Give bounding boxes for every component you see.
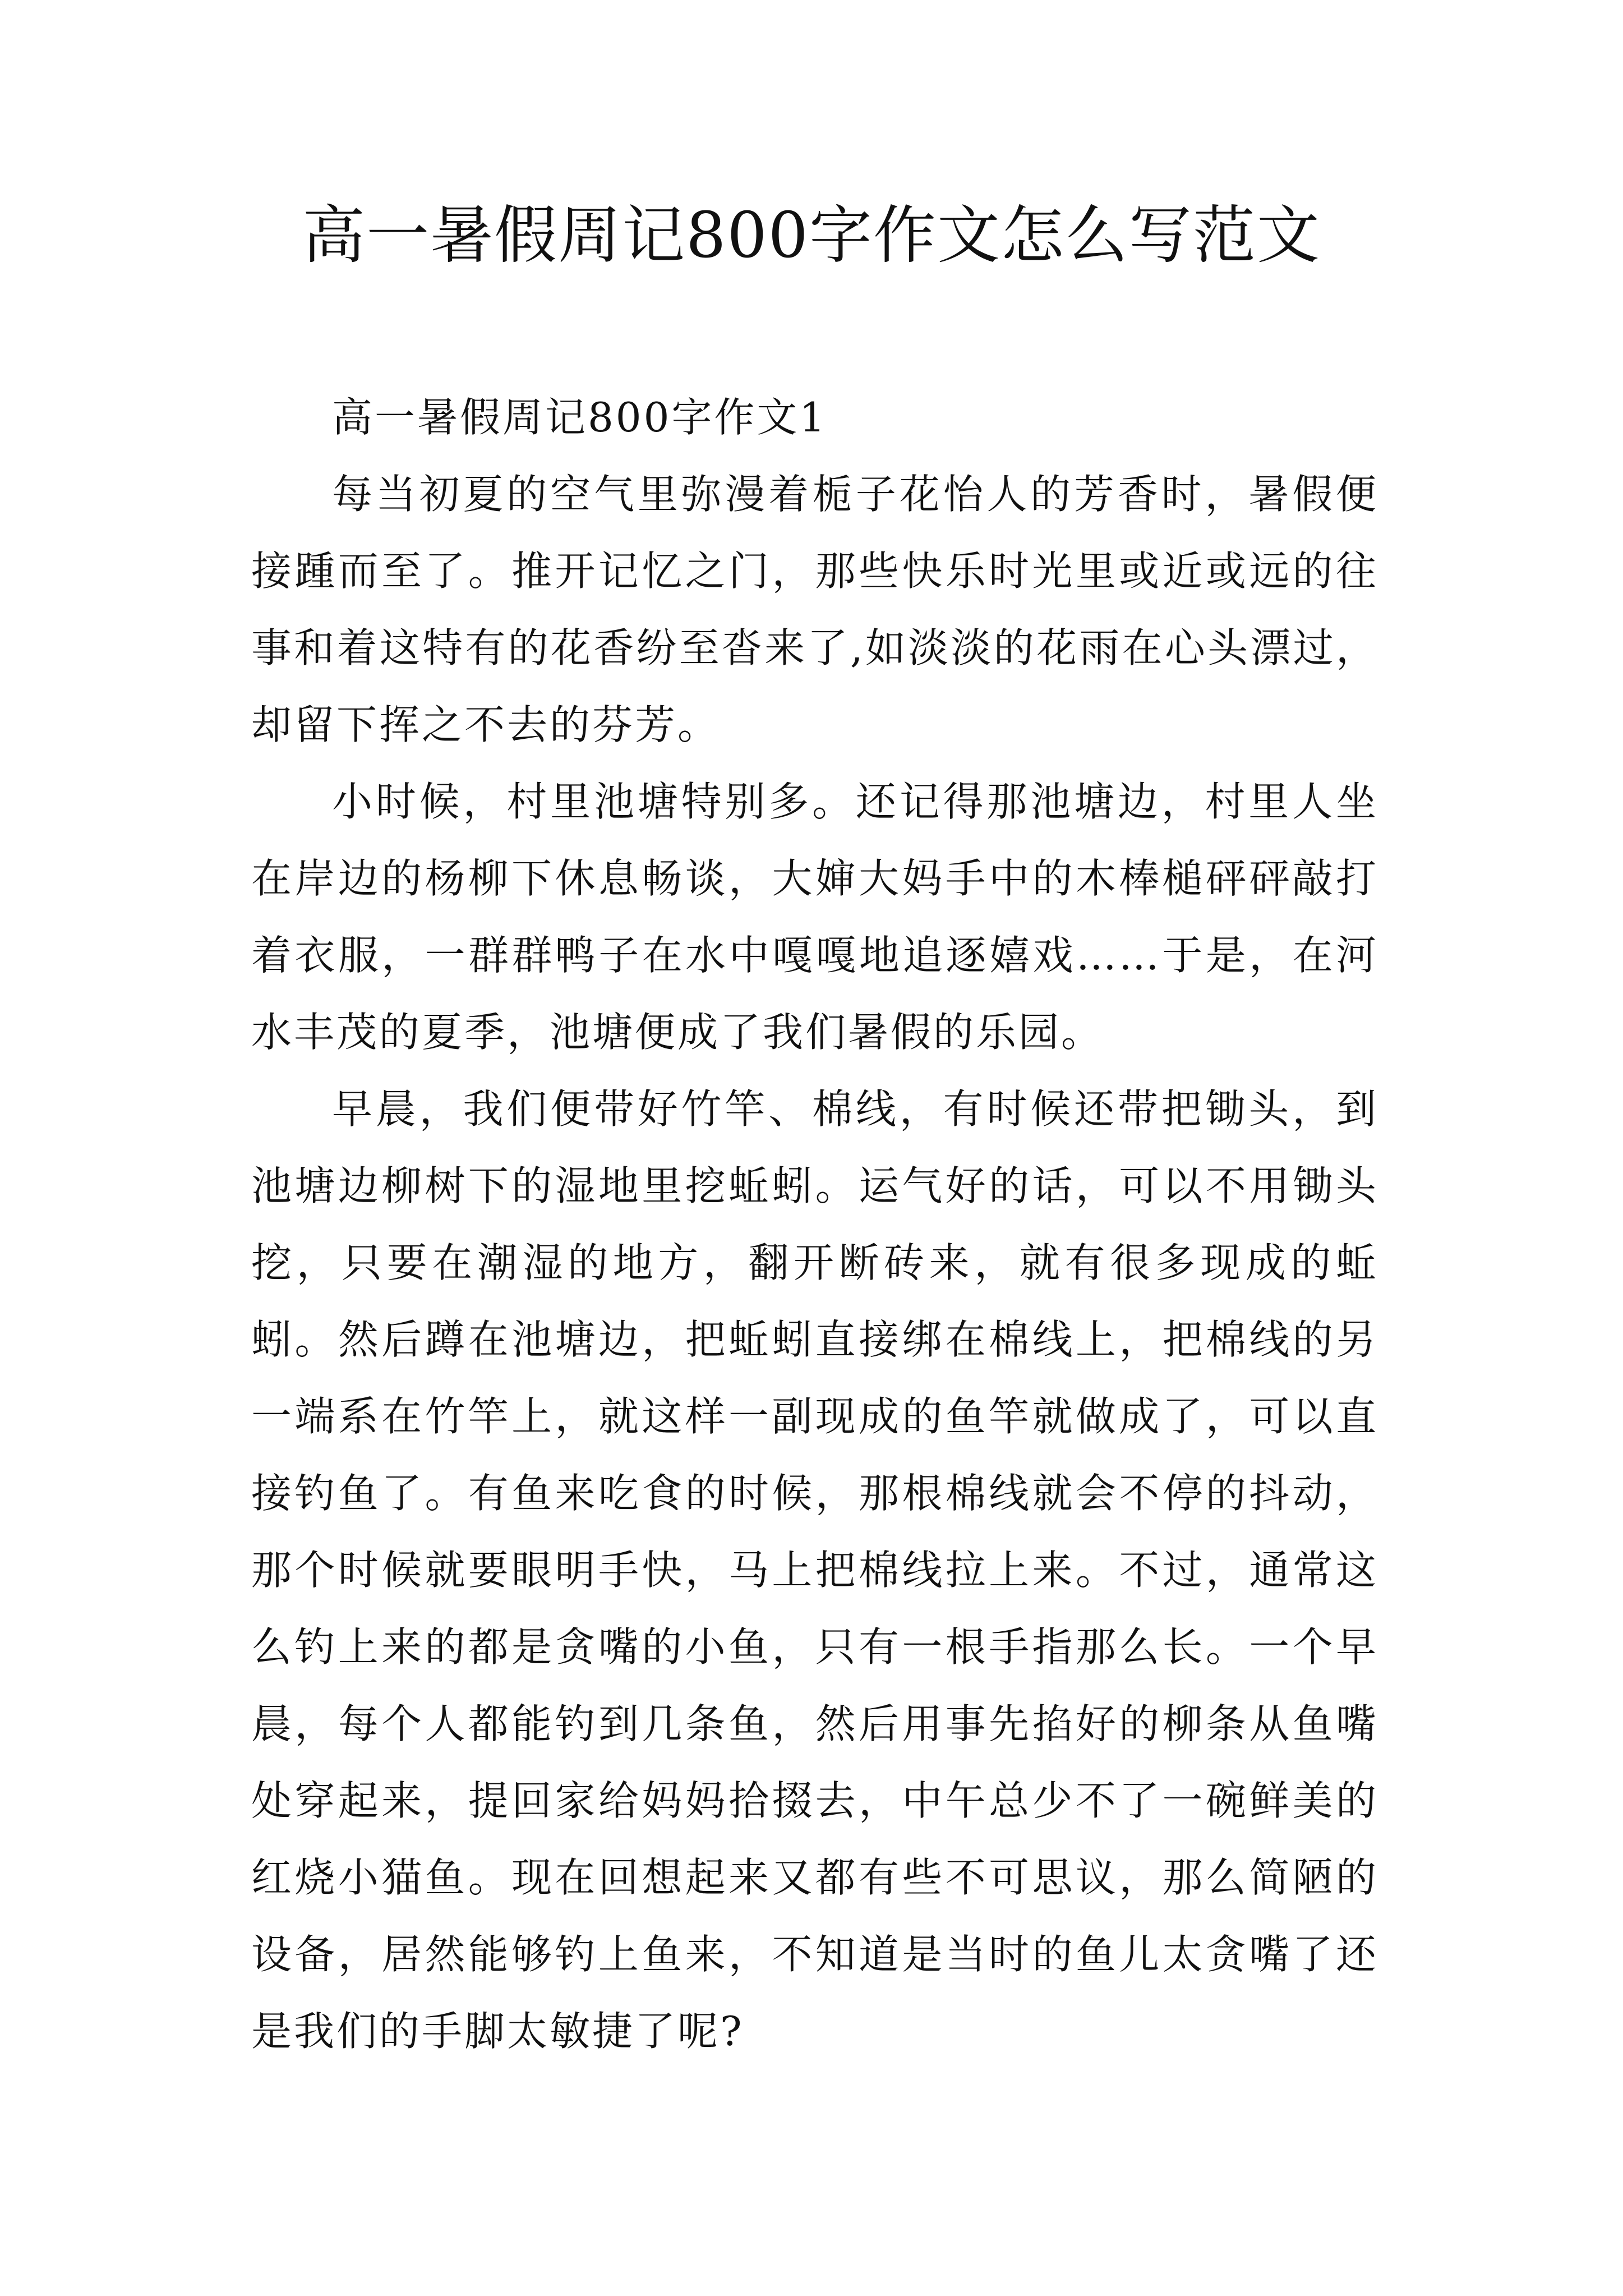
paragraph-1: 每当初夏的空气里弥漫着栀子花怡人的芳香时，暑假便接踵而至了。推开记忆之门，那些快乐时光里或近或远的往事和着这特有的花香纷至沓来了,如淡淡的花雨在心头漂过，却留下挥之不去的芬芳。	[251, 471, 1378, 748]
document-title: 高一暑假周记800字作文怎么写范文	[302, 199, 1321, 272]
document-body	[251, 379, 1378, 2070]
section-heading: 高一暑假周记800字作文1	[332, 394, 828, 441]
paragraph-2: 小时候，村里池塘特别多。还记得那池塘边，村里人坐在岸边的杨柳下休息畅谈，大婶大妈手中的木棒槌砰砰敲打着衣服，一群群鸭子在水中嘎嘎地追逐嬉戏……于是，在河水丰茂的夏季，池塘便成了我们暑假的乐园。	[251, 778, 1378, 1056]
paragraph-3: 早晨，我们便带好竹竿、棉线，有时候还带把锄头，到池塘边柳树下的湿地里挖蚯蚓。运气好的话，可以不用锄头挖，只要在潮湿的地方，翻开断砖来，就有很多现成的蚯蚓。然后蹲在池塘边，把蚯蚓直接绑在棉线上，把棉线的另一端系在竹竿上，就这样一副现成的鱼竿就做成了，可以直接钓鱼了。有鱼来吃食的时候，那根棉线就会不停的抖动，那个时候就要眼明手快，马上把棉线拉上来。不过，通常这么钓上来的都是贪嘴的小鱼，只有一根手指那么长。一个早晨，每个人都能钓到几条鱼，然后用事先掐好的柳条从鱼嘴处穿起来，提回家给妈妈拾掇去，中午总少不了一碗鲜美的红烧小猫鱼。现在回想起来又都有些不可思议，那么简陋的设备，居然能够钓上鱼来，不知道是当时的鱼儿太贪嘴了还是我们的手脚太敏捷了呢?	[251, 1085, 1378, 2055]
